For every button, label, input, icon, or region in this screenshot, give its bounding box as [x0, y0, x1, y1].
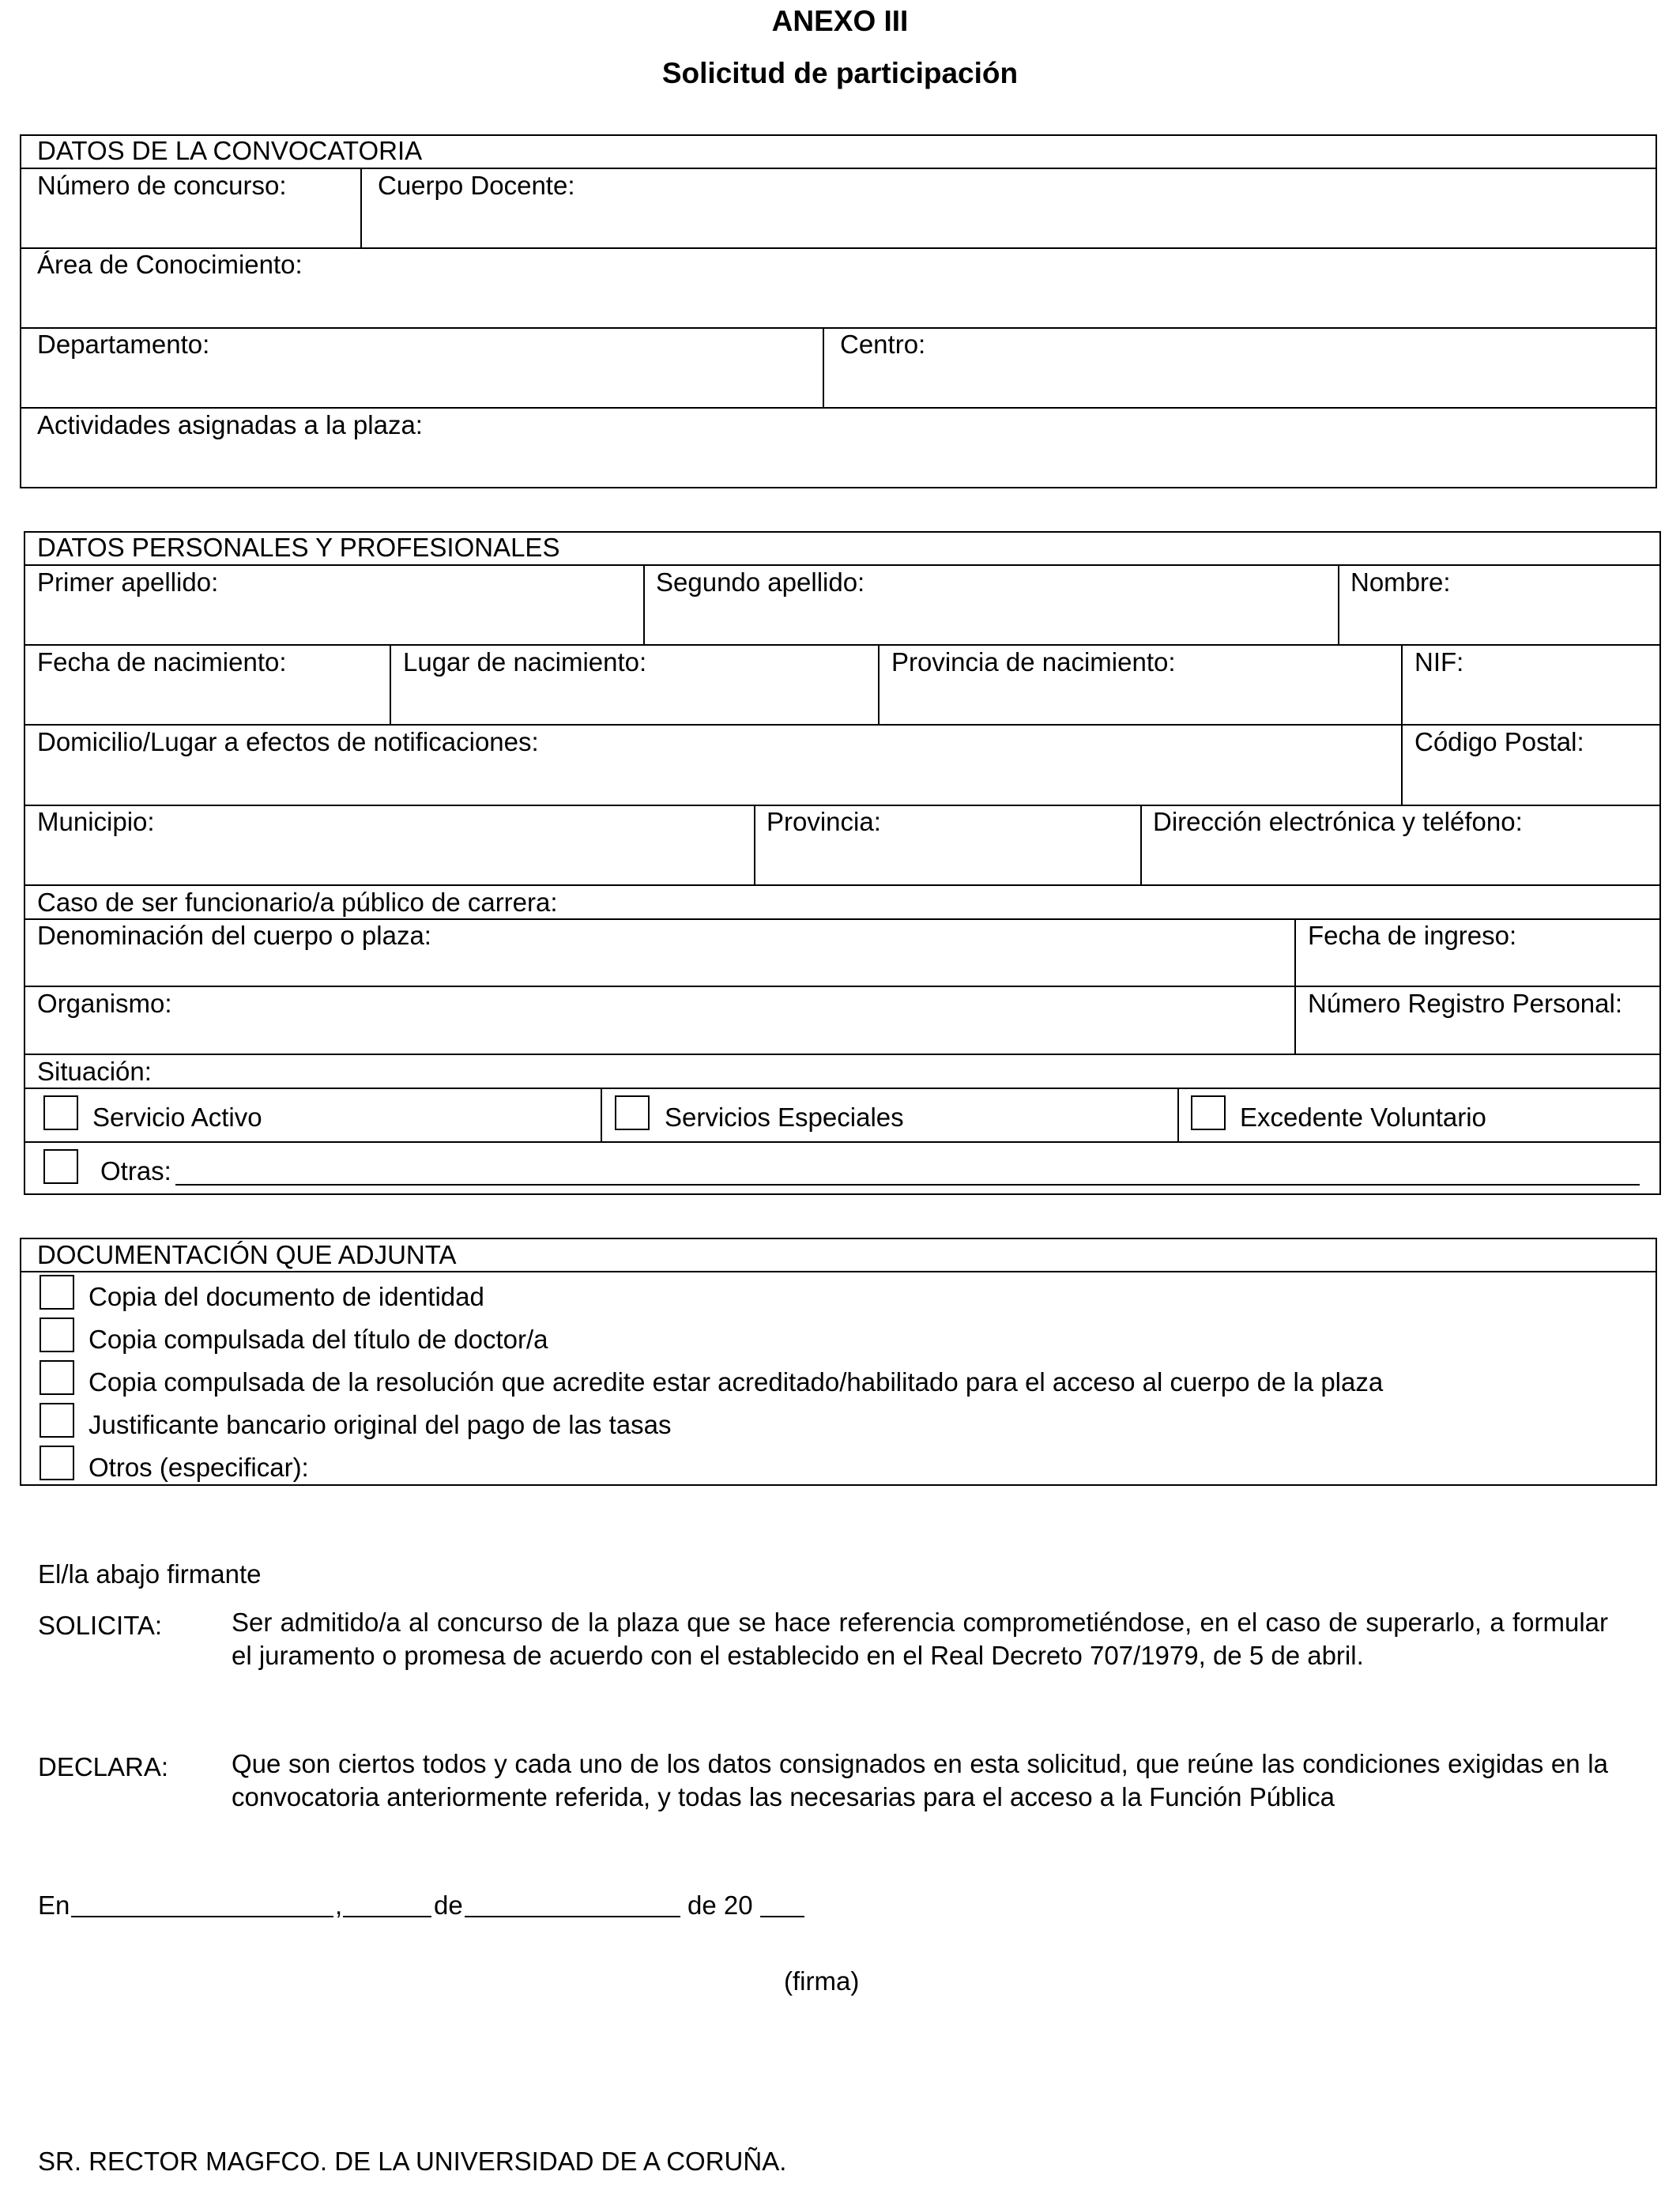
mes-input-line[interactable] [465, 1916, 680, 1917]
solicita-label: SOLICITA: [38, 1611, 163, 1640]
fecha-ingreso-label: Fecha de ingreso: [1308, 921, 1517, 950]
area-conocimiento-label: Área de Conocimiento: [37, 250, 303, 279]
doc-identidad-checkbox[interactable] [40, 1275, 74, 1310]
resolucion-acreditacion-checkbox[interactable] [40, 1360, 74, 1395]
excedente-voluntario-label: Excedente Voluntario [1240, 1103, 1486, 1132]
divider [1338, 564, 1339, 644]
divider [754, 805, 755, 884]
divider [20, 168, 1657, 169]
otras-checkbox[interactable] [43, 1149, 78, 1184]
divider [24, 805, 1661, 806]
divider [1294, 918, 1296, 1054]
provincia-label: Provincia: [767, 807, 881, 836]
divider [390, 644, 391, 724]
divider [823, 327, 824, 407]
actividades-label: Actividades asignadas a la plaza: [37, 410, 423, 439]
fecha-nacimiento-label: Fecha de nacimiento: [37, 647, 287, 677]
en-label: En [38, 1891, 70, 1920]
lugar-nacimiento-label: Lugar de nacimiento: [403, 647, 647, 677]
titulo-doctor-label: Copia compulsada del título de doctor/a [89, 1325, 548, 1354]
convocatoria-heading: DATOS DE LA CONVOCATORIA [37, 136, 423, 165]
domicilio-label: Domicilio/Lugar a efectos de notificaciones: [37, 727, 539, 756]
numero-concurso-label: Número de concurso: [37, 171, 287, 200]
caso-funcionario-label: Caso de ser funcionario/a público de carrera: [37, 888, 558, 917]
excedente-voluntario-checkbox[interactable] [1191, 1095, 1226, 1130]
denominacion-label: Denominación del cuerpo o plaza: [37, 921, 431, 950]
comma-label: , [335, 1891, 343, 1920]
divider [1177, 1088, 1179, 1141]
divider [1401, 644, 1403, 724]
dia-input-line[interactable] [343, 1916, 431, 1917]
otros-label: Otros (especificar): [89, 1453, 309, 1482]
municipio-label: Municipio: [37, 807, 155, 836]
rector-footer: SR. RECTOR MAGFCO. DE LA UNIVERSIDAD DE A CORUÑA. [38, 2147, 787, 2176]
divider [24, 918, 1661, 920]
divider [24, 1088, 1661, 1089]
titulo-doctor-checkbox[interactable] [40, 1318, 74, 1352]
ano-input-line[interactable] [760, 1916, 804, 1917]
servicio-activo-label: Servicio Activo [92, 1103, 262, 1132]
divider [24, 986, 1661, 987]
otras-input-line[interactable] [175, 1184, 1640, 1186]
firma-label: (firma) [784, 1966, 860, 1996]
divider [878, 644, 880, 724]
resolucion-acreditacion-label: Copia compulsada de la resolución que acredite estar acreditado/habilitado para el acceso al cuerpo de la plaza [89, 1367, 1384, 1397]
provincia-nacimiento-label: Provincia de nacimiento: [891, 647, 1176, 677]
divider [20, 327, 1657, 329]
divider [20, 407, 1657, 409]
de-20-label: de 20 [687, 1891, 753, 1920]
justificante-tasas-label: Justificante bancario original del pago de las tasas [89, 1410, 672, 1439]
divider [643, 564, 645, 644]
form-title: Solicitud de participación [661, 57, 1019, 89]
centro-label: Centro: [840, 330, 926, 359]
segundo-apellido-label: Segundo apellido: [656, 567, 865, 597]
organismo-label: Organismo: [37, 989, 172, 1018]
servicios-especiales-checkbox[interactable] [615, 1095, 650, 1130]
personales-heading: DATOS PERSONALES Y PROFESIONALES [37, 533, 560, 562]
situacion-label: Situación: [37, 1057, 152, 1086]
firmante-text: El/la abajo firmante [38, 1559, 262, 1589]
nombre-label: Nombre: [1350, 567, 1451, 597]
de-label: de [434, 1891, 463, 1920]
divider [601, 1088, 602, 1141]
divider [24, 644, 1661, 646]
documentacion-heading: DOCUMENTACIÓN QUE ADJUNTA [37, 1240, 457, 1269]
numero-registro-label: Número Registro Personal: [1308, 989, 1622, 1018]
divider [20, 247, 1657, 249]
direccion-electronica-label: Dirección electrónica y teléfono: [1153, 807, 1523, 836]
servicio-activo-checkbox[interactable] [43, 1095, 78, 1130]
primer-apellido-label: Primer apellido: [37, 567, 219, 597]
divider [1140, 805, 1142, 884]
divider [24, 564, 1661, 566]
cuerpo-docente-label: Cuerpo Docente: [378, 171, 575, 200]
documentacion-section [20, 1238, 1657, 1486]
divider [24, 1054, 1661, 1055]
annex-title: ANEXO III [771, 5, 909, 37]
codigo-postal-label: Código Postal: [1414, 727, 1584, 756]
justificante-tasas-checkbox[interactable] [40, 1403, 74, 1438]
declara-label: DECLARA: [38, 1752, 169, 1781]
divider [20, 1271, 1657, 1272]
divider [24, 1141, 1661, 1143]
divider [1401, 724, 1403, 805]
divider [360, 168, 362, 247]
servicios-especiales-label: Servicios Especiales [665, 1103, 904, 1132]
otras-label: Otras: [100, 1156, 171, 1186]
doc-identidad-label: Copia del documento de identidad [89, 1282, 484, 1311]
divider [24, 884, 1661, 886]
personales-section [24, 531, 1661, 1195]
declara-text: Que son ciertos todos y cada uno de los datos consignados en esta solicitud, que reúne las condiciones exigidas en la convocatoria anteriormente referida, y todas las necesarias para el acceso a la Función Pública [232, 1749, 1608, 1811]
nif-label: NIF: [1414, 647, 1464, 677]
departamento-label: Departamento: [37, 330, 210, 359]
lugar-input-line[interactable] [71, 1916, 333, 1917]
solicita-text: Ser admitido/a al concurso de la plaza que se hace referencia comprometiéndose, en el caso de superarlo, a formular el juramento o promesa de acuerdo con el establecido en el Real Decreto 707/1979, de 5 de abril. [232, 1608, 1608, 1670]
divider [24, 724, 1661, 726]
otros-checkbox[interactable] [40, 1446, 74, 1480]
